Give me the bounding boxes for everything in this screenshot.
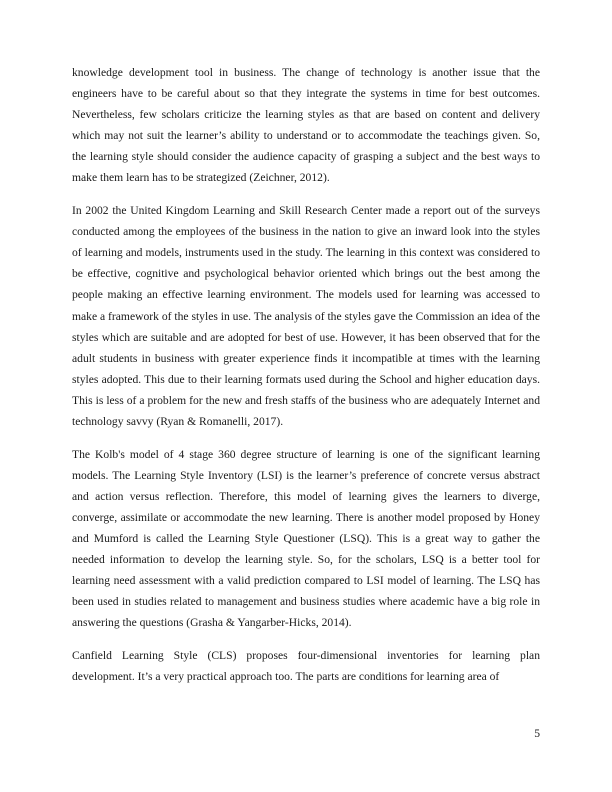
body-text [72,62,540,699]
paragraph-3: The Kolb's model of 4 stage 360 degree structure of learning is one of the significant learning models. The Learning Style Inventory (LSI) is the learner’s preference of concrete versus abstract and action versus reflection. Therefore, this model of learning gives the learners to diverge, converge, assimilate or accommodate the new learning. There is another model proposed by Honey and Mumford is called the Learning Style Questioner (LSQ). This is a great way to gather the needed information to develop the learning style. So, for the scholars, LSQ is a better tool for learning need assessment with a valid prediction compared to LSI model of learning. The LSQ has been used in studies related to management and business studies where academic have a big role in answering the questions (Grasha & Yangarber-Hicks, 2014). [72,447,540,630]
paragraph-2: In 2002 the United Kingdom Learning and Skill Research Center made a report out of the surveys conducted among the employees of the business in the nation to give an inward look into the styles of learning and models, instruments used in the study. The learning in this context was considered to be effective, cognitive and psychological behavior oriented which brings out the best among the people making an effective learning environment. The models used for learning was accessed to make a framework of the styles in use. The analysis of the styles gave the Commission an idea of the styles which are suitable and are adopted for best of use. However, it has been observed that for the adult students in business with greater experience finds it incompatible at times with the learning styles adopted. This due to their learning formats used during the School and higher education days. This is less of a problem for the new and fresh staffs of the business who are adequately Internet and technology savvy (Ryan & Romanelli, 2017). [72,204,540,428]
paragraph-1: knowledge development tool in business. The change of technology is another issue that the engineers have to be careful about so that they integrate the systems in time for best outcomes. Nevertheless, few scholars criticize the learning styles as that are based on content and delivery which may not suit the learner’s ability to understand or to accommodate the teachings given. So, the learning style should consider the audience capacity of grasping a subject and the best ways to make them learn has to be strategized (Zeichner, 2012). [72,66,540,185]
page-number: 5 [534,727,540,740]
paragraph-4: Canfield Learning Style (CLS) proposes four-dimensional inventories for learning plan development. It’s a very practical approach too. The parts are conditions for learning area of [72,648,540,684]
